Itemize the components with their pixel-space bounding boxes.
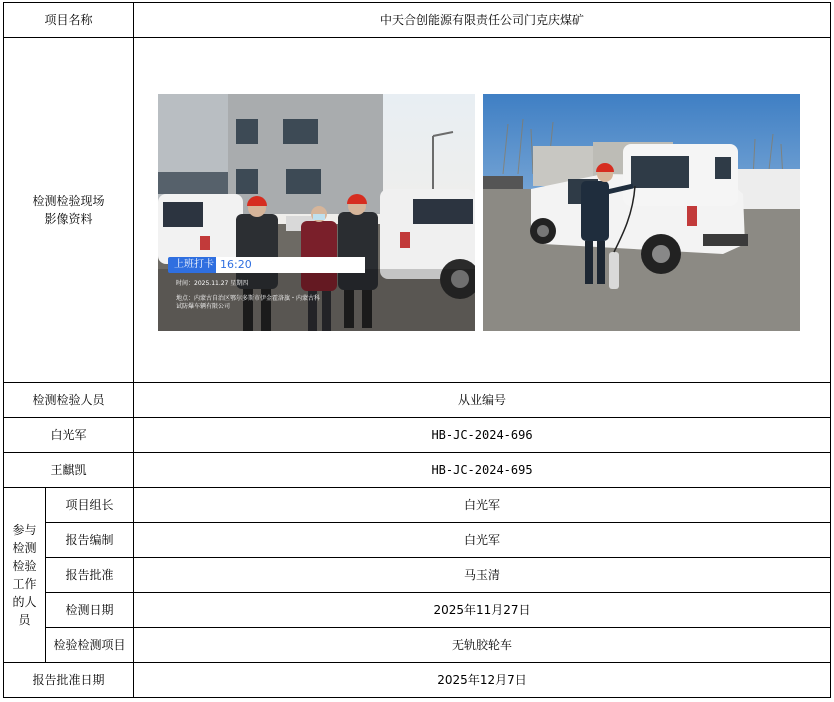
checkin-place-line1: 地点：内蒙古自治区鄂尔多斯市伊金霍洛旗・内蒙古科 [176, 295, 321, 302]
site-photos-cell [134, 38, 831, 383]
participants-label-part: 的人 [12, 595, 37, 609]
participant-role: 项目组长 [46, 488, 134, 523]
approval-date-label: 报告批准日期 [4, 663, 134, 698]
inspectors-label: 检测检验人员 [4, 383, 134, 418]
participants-label-part: 检验 [12, 559, 37, 573]
table-row [4, 558, 831, 593]
participants-label-part: 工作 [12, 577, 37, 591]
participant-role: 报告编制 [46, 523, 134, 558]
project-name-label: 项目名称 [4, 3, 134, 38]
inspector-cert-no: HB-JC-2024-695 [134, 453, 831, 488]
checkin-date-line: 时间：2025.11.27 星期四 [176, 280, 249, 287]
participant-value: 马玉清 [134, 558, 831, 593]
participant-value: 白光军 [134, 523, 831, 558]
participant-value: 无轨胶轮车 [134, 628, 831, 663]
inspection-record-table [3, 2, 831, 698]
table-row [4, 418, 831, 453]
approval-date-value: 2025年12月7日 [134, 663, 831, 698]
inspector-cert-no: HB-JC-2024-696 [134, 418, 831, 453]
participant-value: 2025年11月27日 [134, 593, 831, 628]
checkin-tag: 上班打卡 [168, 257, 220, 273]
participant-role: 检验检测项目 [46, 628, 134, 663]
checkin-place-line2: 试防爆车辆有限公司 [176, 303, 231, 310]
checkin-time: 16:20 [216, 257, 365, 273]
site-media-label-line2: 影像资料 [44, 212, 93, 226]
participants-label-part: 检测 [12, 541, 37, 555]
participant-role: 检测日期 [46, 593, 134, 628]
inspector-name: 白光军 [4, 418, 134, 453]
table-row [4, 523, 831, 558]
site-photo-vehicle-test [483, 94, 800, 331]
table-row [4, 628, 831, 663]
participants-label-part: 参与 [12, 523, 37, 537]
inspector-name: 王麒凯 [4, 453, 134, 488]
participant-value: 白光军 [134, 488, 831, 523]
table-row [4, 453, 831, 488]
participant-role: 报告批准 [46, 558, 134, 593]
table-row [4, 488, 831, 523]
project-name-value: 中天合创能源有限责任公司门克庆煤矿 [134, 3, 831, 38]
participants-label-part: 员 [18, 613, 31, 627]
table-row [4, 593, 831, 628]
site-photo-team [158, 94, 475, 331]
cert-no-label: 从业编号 [134, 383, 831, 418]
participants-label [4, 488, 46, 663]
site-media-label-line1: 检测检验现场 [32, 194, 105, 208]
site-media-label [4, 38, 134, 383]
